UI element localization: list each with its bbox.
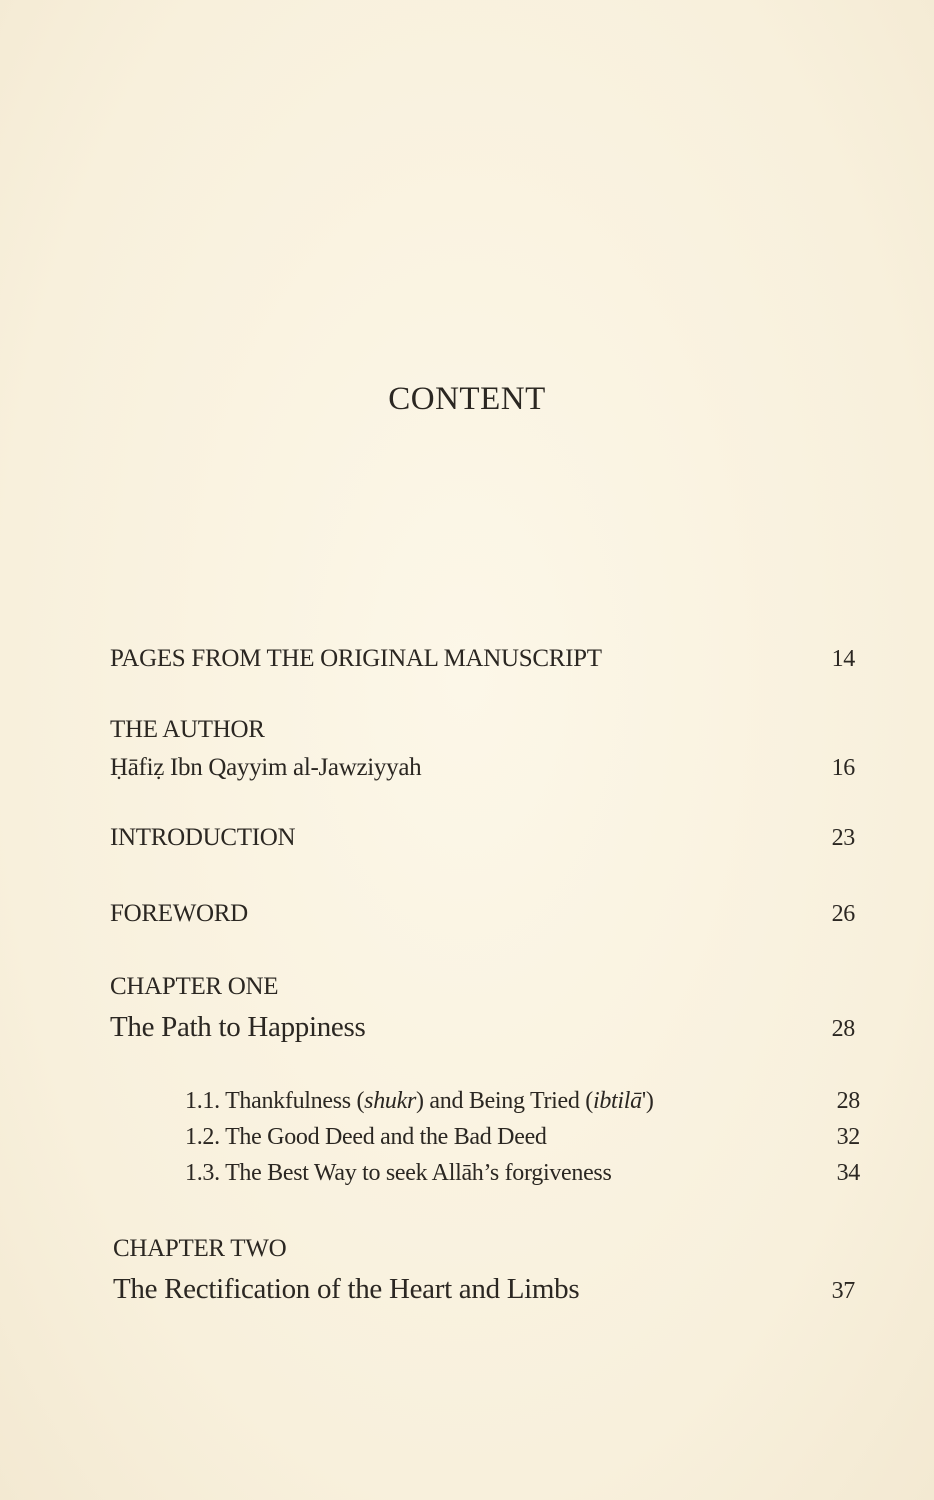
chapter-two-heading: CHAPTER TWO (113, 1235, 287, 1262)
entry-page: 14 (831, 646, 855, 672)
chapter-two-entry (113, 1273, 855, 1306)
toc-entry-manuscript (110, 645, 855, 673)
section-page: 34 (836, 1160, 860, 1186)
section-1-1 (185, 1088, 860, 1115)
toc-entry-author (110, 754, 855, 782)
section-page: 28 (836, 1088, 860, 1114)
entry-page: 28 (831, 1016, 855, 1042)
section-label: 1.1. Thankfulness (shukr) and Being Tried (ibtilā') (185, 1088, 654, 1114)
section-label: 1.2. The Good Deed and the Bad Deed (185, 1124, 547, 1150)
section-page: 32 (836, 1124, 860, 1150)
toc-entry-foreword (110, 900, 855, 928)
page-title: CONTENT (388, 381, 546, 417)
section-1-2 (185, 1124, 860, 1151)
chapter-one-title: The Path to Happiness (110, 1011, 366, 1043)
section-label: 1.3. The Best Way to seek Allāh’s forgiveness (185, 1160, 612, 1186)
entry-page: 23 (831, 825, 855, 851)
term-shukr: shukr (364, 1088, 417, 1114)
chapter-one-entry (110, 1011, 855, 1044)
entry-page: 26 (831, 901, 855, 927)
chapter-one-heading: CHAPTER ONE (110, 973, 279, 1000)
entry-label: INTRODUCTION (110, 824, 296, 851)
toc-entry-introduction (110, 824, 855, 852)
entry-label: PAGES FROM THE ORIGINAL MANUSCRIPT (110, 645, 602, 672)
entry-page: 16 (831, 755, 855, 781)
term-ibtila: ibtilā (592, 1088, 642, 1114)
entry-page: 37 (831, 1278, 855, 1304)
entry-label: FOREWORD (110, 900, 248, 927)
toc-heading-author: THE AUTHOR (110, 716, 265, 743)
entry-label: Ḥāfiẓ Ibn Qayyim al-Jawziyyah (110, 754, 422, 781)
chapter-two-title: The Rectification of the Heart and Limbs (113, 1273, 580, 1305)
section-1-3 (185, 1160, 860, 1187)
